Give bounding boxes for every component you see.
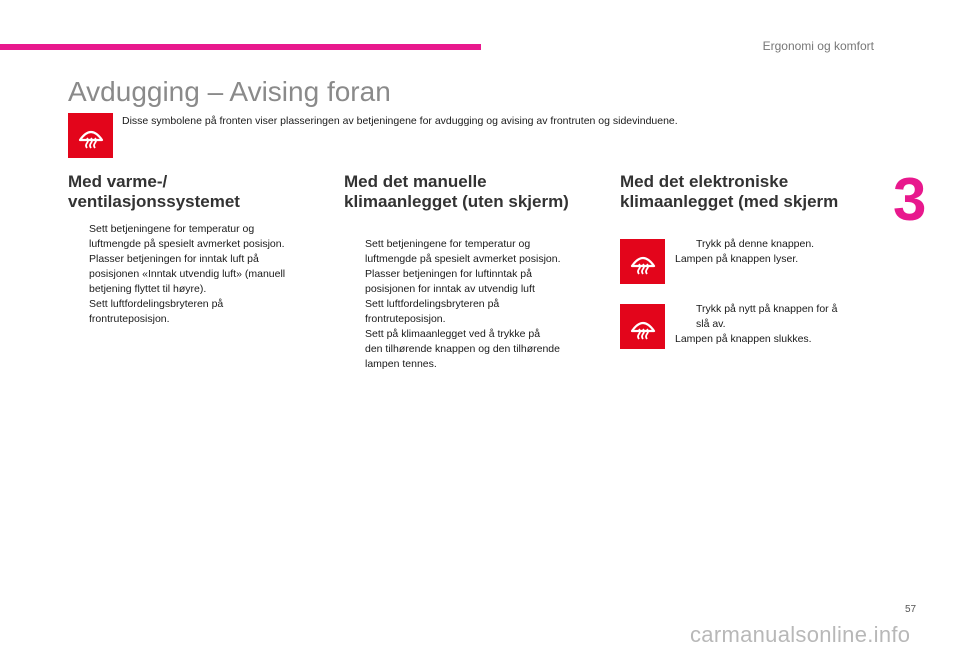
page-number: 57 (905, 604, 917, 615)
watermark: carmanualsonline.info (690, 622, 911, 647)
section-header: Ergonomi og komfort (762, 39, 874, 53)
chapter-number: 3 (893, 166, 927, 233)
front-defrost-button-icon (620, 304, 665, 349)
front-defrost-icon-graphic (628, 312, 658, 342)
col1-heading-line1: Med varme-/ (68, 172, 168, 191)
col2-heading-line1: Med det manuelle (344, 172, 487, 191)
col3-step1: Trykk på denne knappen. Lampen på knappen lyser. (675, 238, 815, 265)
col3-step2: Trykk på nytt på knappen for å slå av. Lampen på knappen slukkes. (675, 303, 838, 345)
col2-steps (344, 237, 609, 372)
front-defrost-icon (68, 113, 113, 158)
col1-heading-line2: ventilasjonssystemet (68, 192, 240, 211)
col3-heading-line1: Med det elektroniske (620, 172, 789, 191)
list-item: Sett betjeningene for temperatur og luftmengde på spesielt avmerket posisjon. (365, 238, 561, 265)
list-item: Plasser betjeningen for inntak luft på posisjonen «Inntak utvendig luft» (manuell betjening flyttet til høyre). (89, 253, 286, 295)
intro-text: Disse symbolene på fronten viser plasseringen av betjeningene for avdugging og avising av frontruten og sidevinduene. (122, 115, 678, 127)
front-defrost-icon-graphic (76, 121, 106, 151)
list-item: Sett på klimaanlegget ved å trykke på den tilhørende knappen og den tilhørende lampen tennes. (365, 328, 560, 370)
list-item: Sett betjeningene for temperatur og luftmengde på spesielt avmerket posisjon. (89, 223, 285, 250)
col1-heading (68, 172, 240, 212)
list-item: Sett luftfordelingsbryteren på frontruteposisjon. (89, 298, 224, 325)
col1-steps (68, 222, 328, 327)
list-item: Plasser betjeningen for luftinntak på posisjonen for inntak av utvendig luft (365, 268, 535, 295)
front-defrost-button-icon (620, 239, 665, 284)
list-item: Sett luftfordelingsbryteren på frontruteposisjon. (365, 298, 500, 325)
col3-heading-line2: klimaanlegget (med skjerm (620, 192, 839, 211)
top-accent-bar (0, 44, 481, 50)
col2-heading-line2: klimaanlegget (uten skjerm) (344, 192, 569, 211)
front-defrost-icon-graphic (628, 247, 658, 277)
col3-heading (620, 172, 838, 212)
col2-heading (344, 172, 569, 212)
page-title: Avdugging – Avising foran (68, 76, 391, 107)
